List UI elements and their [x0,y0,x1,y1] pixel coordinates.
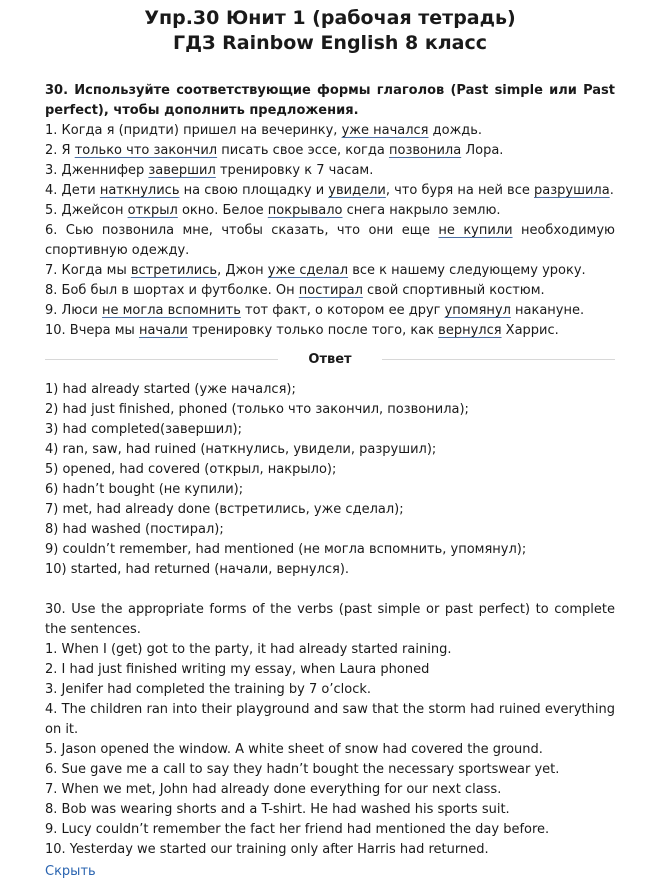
text: окно. Белое [177,203,268,218]
text: 1. Когда я (придти) пришел на вечеринку, [45,123,342,138]
text: 6. Сью позвонила мне, чтобы сказать, что они еще [45,223,439,238]
english-sentence: 8. Bob was wearing shorts and a T-shirt. He had washed his sports suit. [45,802,510,817]
task-sentence [45,321,615,341]
task-sentence [45,181,615,201]
underlined-verb: не могла вспомнить [101,303,241,318]
text: Лора. [461,143,504,158]
text: Харрис. [501,323,559,338]
answer-item: 10) started, had returned (начали, вернулся). [45,562,350,577]
answer-item: 8) had washed (постирал); [45,522,224,537]
underlined-verb: позвонила [388,143,462,158]
text: . [609,183,614,198]
divider-line [382,359,615,360]
underlined-verb: встретились [130,263,218,278]
text: 5. Джейсон [45,203,128,218]
text: все к нашему следующему уроку. [348,263,586,278]
answer-item: 9) couldn’t remember, had mentioned (не могла вспомнить, упомянул); [45,542,527,557]
english-sentence: 2. I had just finished writing my essay, when Laura phoned [45,662,430,677]
text: , что буря на ней все [385,183,534,198]
text: 10. Вчера мы [45,323,139,338]
text: 3. Дженнифер [45,163,149,178]
underlined-verb: вернулся [438,323,502,338]
underlined-verb: постирал [298,283,363,298]
english-sentence: 3. Jenifer had completed the training by 7 o’clock. [45,682,372,697]
answer-item: 5) opened, had covered (открыл, накрыло); [45,462,337,477]
underlined-verb: открыл [127,203,178,218]
text: писать свое эссе, когда [217,143,389,158]
text: накануне. [510,303,585,318]
task-sentence [45,121,615,141]
task-english [45,600,615,860]
hide-link[interactable]: Скрыть [45,864,96,879]
underlined-verb: увидели [328,183,386,198]
text: 8. Боб был в шортах и футболке. Он [45,283,299,298]
task-sentence [45,281,615,301]
text: тренировку только после того, как [187,323,439,338]
underlined-verb: упомянул [444,303,511,318]
text: тренировку к 7 часам. [215,163,374,178]
underlined-verb: уже начался [341,123,429,138]
title-line-1: Упр.30 Юнит 1 (рабочая тетрадь) [144,7,516,29]
answer-item: 2) had just finished, phoned (только что закончил, позвонила); [45,402,469,417]
text: дождь. [428,123,483,138]
task-sentence [45,141,615,161]
underlined-verb: покрывало [267,203,343,218]
english-sentence: 9. Lucy couldn’t remember the fact her friend had mentioned the day before. [45,822,550,837]
title-line-2: ГДЗ Rainbow English 8 класс [172,32,488,54]
text: 7. Когда мы [45,263,131,278]
page-title [45,0,615,56]
underlined-verb: разрушила [534,183,610,198]
english-sentence: 5. Jason opened the window. A white sheet of snow had covered the ground. [45,742,543,757]
answer-item: 6) hadn’t bought (не купили); [45,482,244,497]
answer-item: 3) had completed(завершил); [45,422,243,437]
underlined-verb: только что закончил [74,143,218,158]
answer-item: 4) ran, saw, had ruined (наткнулись, увидели, разрушил); [45,442,437,457]
answer-divider [45,348,615,370]
english-sentence: 10. Yesterday we started our training only after Harris had returned. [45,842,489,857]
task-sentence [45,201,615,221]
text: , Джон [217,263,268,278]
text: тот факт, о котором ее друг [240,303,445,318]
task-sentence [45,301,615,321]
text: свой спортивный костюм. [362,283,545,298]
text: снега накрыло землю. [342,203,501,218]
text: 9. Люси [45,303,102,318]
task-russian [45,81,615,341]
text: 2. Я [45,143,75,158]
underlined-verb: завершил [148,163,216,178]
text: необходимую спортивную одежду. [45,223,615,258]
answer-item: 7) met, had already done (встретились, уже сделал); [45,502,404,517]
english-sentence: 1. When I (get) got to the party, it had already started raining. [45,642,452,657]
english-sentence: 7. When we met, John had already done everything for our next class. [45,782,502,797]
task-sentence [45,161,615,181]
task-heading: 30. Используйте соответствующие формы глаголов (Past simple или Past perfect), чтобы дополнить предложения. [45,83,615,118]
answer-label: Ответ [308,351,352,367]
divider-line [45,359,278,360]
task-sentence [45,261,615,281]
english-sentence: 4. The children ran into their playground and saw that the storm had ruined everything on it. [45,702,615,737]
english-heading: 30. Use the appropriate forms of the verbs (past simple or past perfect) to complete the sentences. [45,602,615,637]
underlined-verb: начали [138,323,188,338]
underlined-verb: наткнулись [99,183,180,198]
english-sentence: 6. Sue gave me a call to say they hadn’t bought the necessary sportswear yet. [45,762,560,777]
answer-list [45,380,615,580]
underlined-verb: уже сделал [267,263,349,278]
text: на свою площадку и [179,183,329,198]
text: 4. Дети [45,183,100,198]
underlined-verb: не купили [438,223,513,238]
task-sentence [45,221,615,261]
answer-item: 1) had already started (уже начался); [45,382,296,397]
